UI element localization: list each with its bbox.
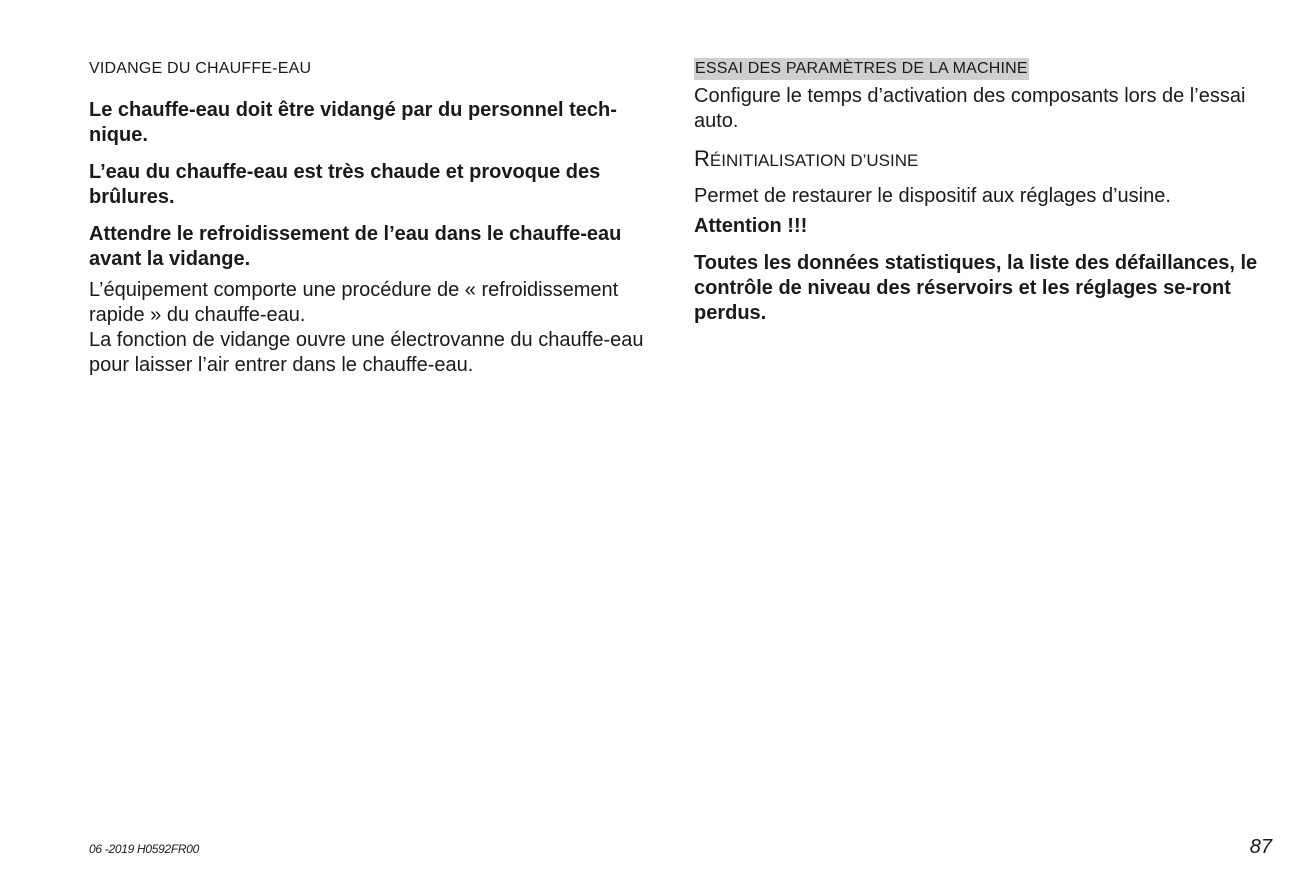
- heading-initial: R: [694, 146, 710, 171]
- warning-donnees-perdues: Toutes les données statistiques, la liste des défaillances, le contrôle de niveau des réservoirs et les réglages se-ront perdus.: [694, 252, 1258, 324]
- heading-rest: ÉINITIALISATION D’USINE: [709, 151, 919, 170]
- attention-label: Attention !!!: [694, 215, 808, 237]
- paragraph-essai-auto: Configure le temps d’activation des composants lors de l’essai auto.: [694, 85, 1246, 132]
- warning-personnel-technique: Le chauffe-eau doit être vidangé par du personnel tech-nique.: [89, 99, 617, 146]
- paragraph-fonction-vidange: La fonction de vidange ouvre une électrovanne du chauffe-eau pour laisser l’air entrer dans le chauffe-eau.: [89, 329, 644, 376]
- page-number: 87: [1249, 836, 1272, 858]
- warning-eau-chaude: L’eau du chauffe-eau est très chaude et provoque des brûlures.: [89, 161, 601, 208]
- heading-vidange-chauffe-eau: VIDANGE DU CHAUFFE-EAU: [89, 60, 312, 77]
- heading-reinitialisation-usine: [694, 146, 1274, 174]
- right-column: [694, 58, 1274, 338]
- paragraph-refroidissement-rapide: L’équipement comporte une procédure de « refroidissement rapide » du chauffe-eau.: [89, 279, 619, 326]
- left-column: [89, 58, 669, 378]
- heading-essai-parametres: ESSAI DES PARAMÈTRES DE LA MACHINE: [694, 58, 1029, 80]
- document-reference: 06 -2019 H0592FR00: [89, 842, 200, 856]
- warning-refroidissement: Attendre le refroidissement de l’eau dans le chauffe-eau avant la vidange.: [89, 223, 622, 270]
- paragraph-restaurer-reglages: Permet de restaurer le dispositif aux réglages d’usine.: [694, 185, 1171, 207]
